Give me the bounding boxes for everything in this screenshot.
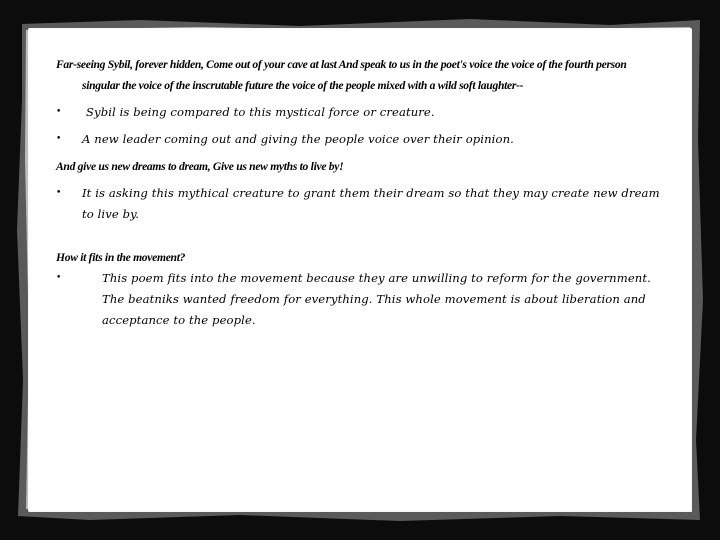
bullet-icon: • [56,273,62,283]
second-heading: And give us new dreams to dream, Give us new myths to live by! [56,160,344,173]
spacer [56,225,666,247]
bullet-text: Sybil is being compared to this mystical force or creature. [86,105,435,119]
quote-heading-text: Far-seeing Sybil, forever hidden, Come out of your cave at last And speak to us in the poet's voice the voice of the fourth person singular the voice of the inscrutable future the voice of the people mixed with a wild soft laughter-- [56,58,627,92]
list-item [56,183,666,225]
bullet-icon: • [56,188,62,198]
bullet-text: A new leader coming out and giving the people voice over their opinion. [82,132,514,146]
bullet-text: It is asking this mythical creature to grant them their dream so that they may create new dream to live by. [82,186,660,221]
bullet-text: This poem fits into the movement because they are unwilling to reform for the government. The beatniks wanted freedom for everything. This whole movement is about liberation and acceptance to the people. [102,271,651,327]
list-item [56,102,666,123]
movement-heading: How it fits in the movement? [56,251,186,264]
list-item [56,268,666,331]
slide-content [56,54,666,331]
list-item [56,129,666,150]
bullet-icon: • [56,134,62,144]
quote-heading [56,54,666,96]
bullet-icon: • [56,107,62,117]
